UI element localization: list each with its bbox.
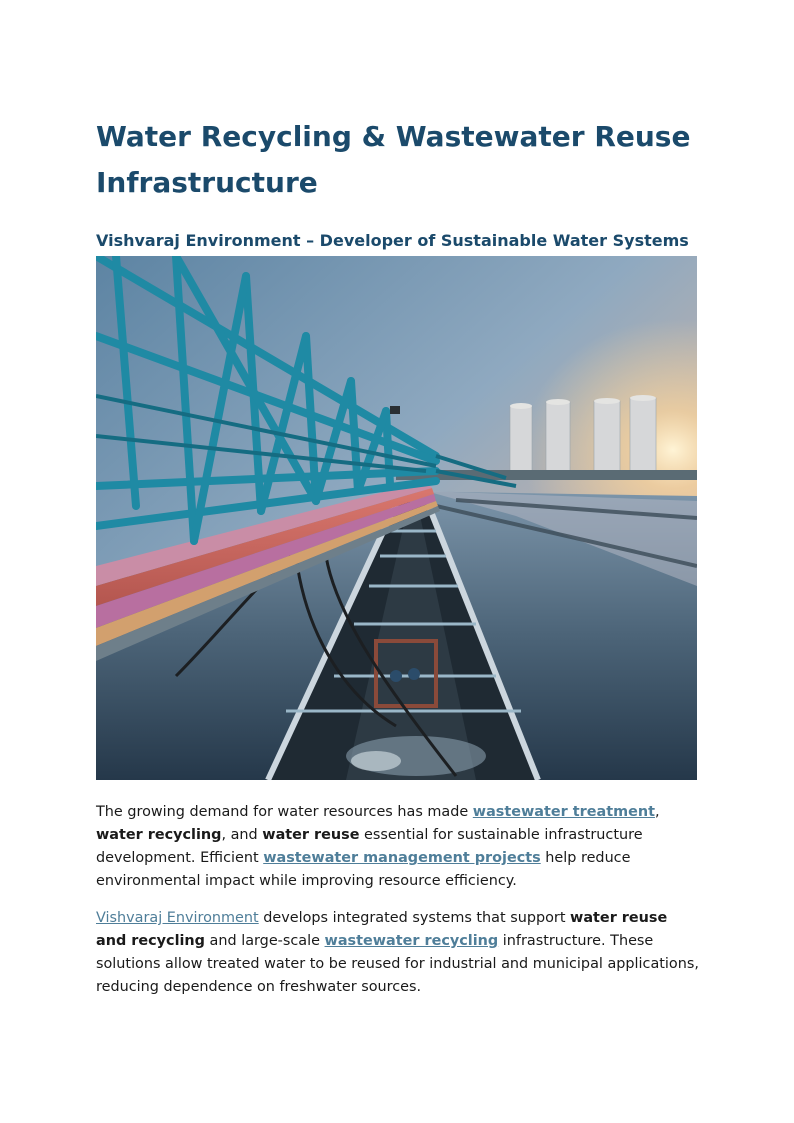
company-paragraph bbox=[96, 907, 701, 999]
intro-paragraph bbox=[96, 801, 701, 893]
bold-text: water recycling bbox=[96, 827, 222, 843]
link-wastewater-management-projects[interactable]: wastewater management projects bbox=[263, 850, 541, 866]
paragraph-text: The growing demand for water resources has made bbox=[96, 804, 473, 820]
paragraph-text: infrastructure. These solutions allow treated water to be reused for industrial and municipal applications, reducing dependence on freshwater sources. bbox=[96, 933, 699, 995]
link-wastewater-recycling[interactable]: wastewater recycling bbox=[324, 933, 499, 949]
paragraph-text: essential for sustainable infrastructure development. Efficient bbox=[96, 827, 643, 866]
hero-image-water-treatment-plant bbox=[96, 256, 697, 780]
paragraph-text: develops integrated systems that support bbox=[258, 910, 571, 926]
paragraph-text: , and bbox=[221, 827, 263, 843]
paragraph-text: , bbox=[654, 804, 660, 820]
bold-text: water reuse and recycling bbox=[96, 910, 668, 949]
link-wastewater-treatment[interactable]: wastewater treatment bbox=[472, 804, 655, 820]
bold-text: water reuse bbox=[262, 827, 360, 843]
page-title: Water Recycling & Wastewater Reuse Infrastructure bbox=[96, 120, 691, 199]
page-subtitle: Vishvaraj Environment – Developer of Sustainable Water Systems bbox=[96, 231, 689, 250]
link-vishvaraj-environment[interactable]: Vishvaraj Environment bbox=[96, 910, 259, 926]
paragraph-text: help reduce environmental impact while improving resource efficiency. bbox=[96, 850, 631, 889]
paragraph-text: and large-scale bbox=[204, 933, 325, 949]
